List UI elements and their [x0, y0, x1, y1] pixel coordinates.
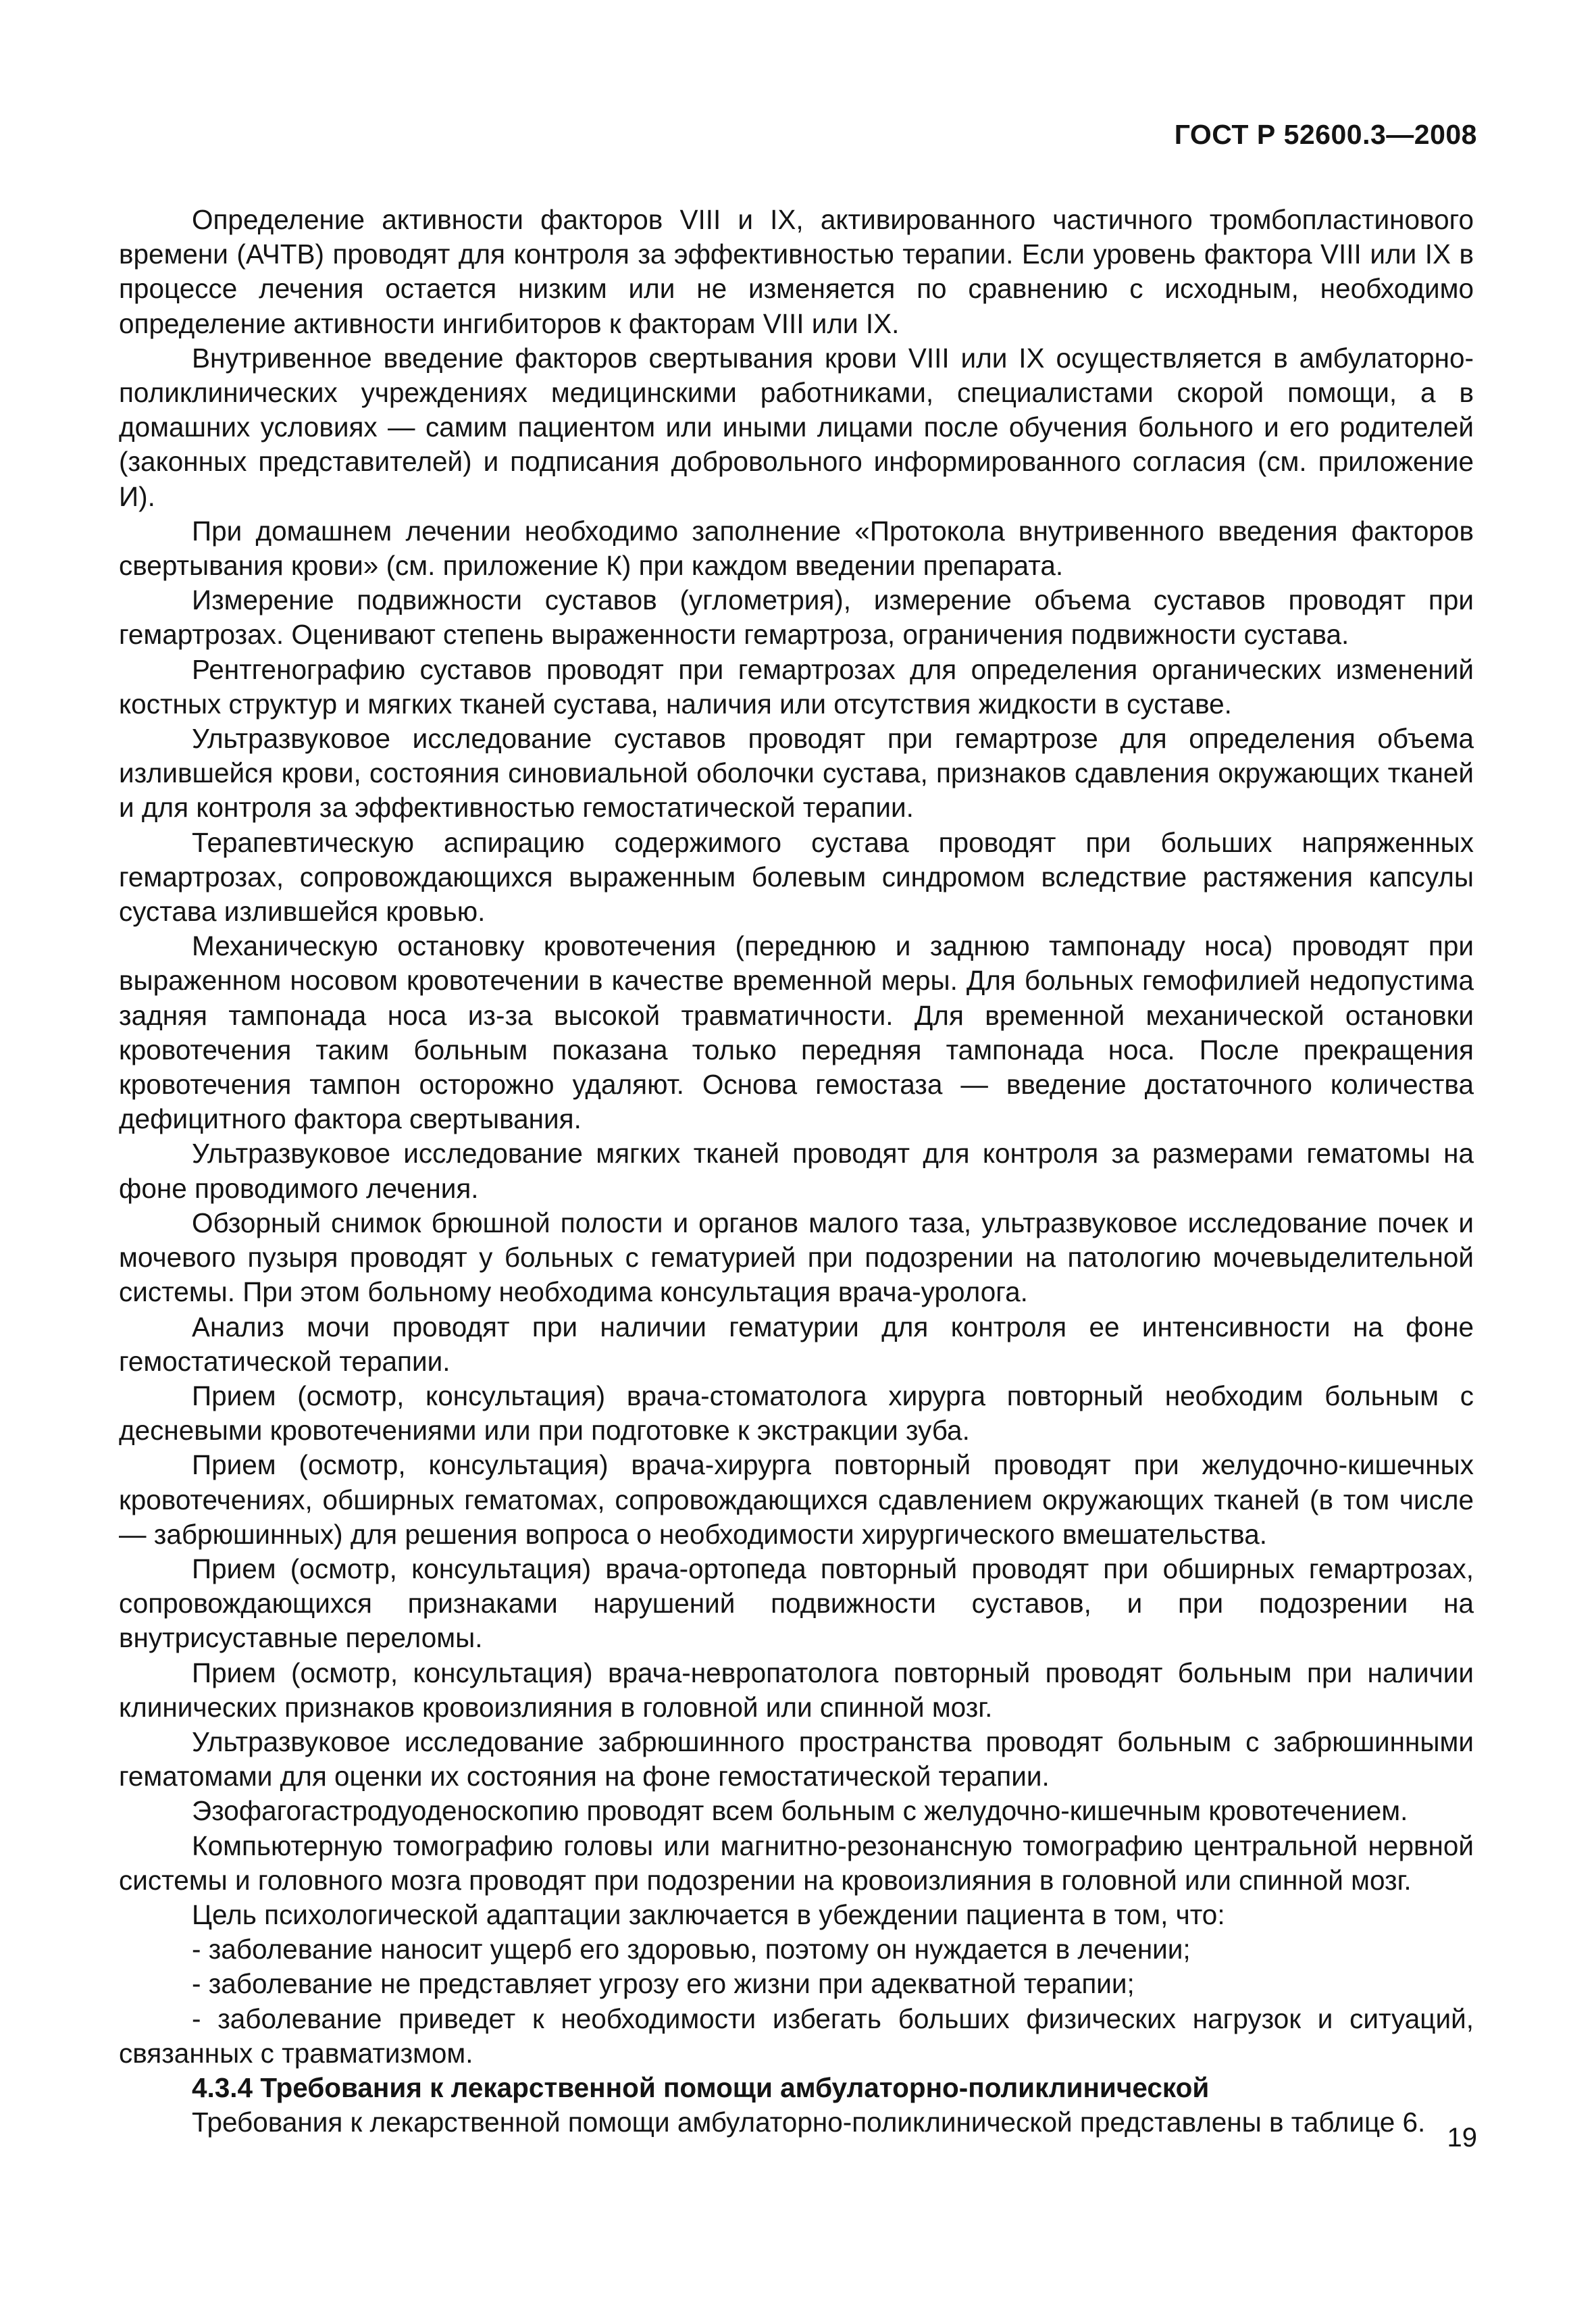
paragraph: Прием (осмотр, консультация) врача-невропатолога повторный проводят больным при наличии клинических признаков кровоизлияния в головной или спинной мозг. [119, 1657, 1474, 1723]
paragraph: Измерение подвижности суставов (углометрия), измерение объема суставов проводят при гемартрозах. Оценивают степень выраженности гемартроза, ограничения подвижности сустава. [119, 584, 1474, 651]
paragraph: Цель психологической адаптации заключается в убеждении пациента в том, что: [192, 1898, 1225, 1930]
document-body [119, 203, 1474, 2140]
paragraph: Рентгенографию суставов проводят при гемартрозах для определения органических изменений костных структур и мягких тканей сустава, наличия или отсутствия жидкости в суставе. [119, 653, 1474, 720]
paragraph: Эзофагогастродуоденоскопию проводят всем больным с желудочно-кишечным кровотечением. [192, 1795, 1408, 1827]
paragraph: Обзорный снимок брюшной полости и органов малого таза, ультразвуковое исследование почек и мочевого пузыря проводят у больных с гематурией при подозрении на патологию мочевыделительной системы. При этом больному необходима консультация врача-уролога. [119, 1207, 1474, 1308]
section-heading: 4.3.4 Требования к лекарственной помощи амбулаторно-поликлинической [192, 2071, 1210, 2103]
paragraph: Определение активности факторов VIII и IX, активированного частичного тромбопластинового времени (АЧТВ) проводят для контроля за эффективностью терапии. Если уровень фактора VIII или IX в процессе лечения остается низким или не изменяется по сравнению с исходным, необходимо определение активности ингибиторов к факторам VIII или IX. [119, 204, 1474, 339]
paragraph: Компьютерную томографию головы или магнитно-резонансную томографию центральной нервной системы и головного мозга проводят при подозрении на кровоизлияния в головной или спинной мозг. [119, 1830, 1474, 1896]
paragraph: Прием (осмотр, консультация) врача-ортопеда повторный проводят при обширных гемартрозах, сопровождающихся признаками нарушений подвижности суставов, и при подозрении на внутрисуставные переломы. [119, 1553, 1474, 1654]
paragraph: При домашнем лечении необходимо заполнение «Протокола внутривенного введения факторов свертывания крови» (см. приложение К) при каждом введении препарата. [119, 515, 1474, 582]
paragraph: Прием (осмотр, консультация) врача-хирурга повторный проводят при желудочно-кишечных кровотечениях, обширных гематомах, сопровождающихся сдавлением окружающих тканей (в том числе — забрюшинных) для решения вопроса о необходимости хирургического вмешательства. [119, 1449, 1474, 1550]
paragraph: Ультразвуковое исследование мягких тканей проводят для контроля за размерами гематомы на фоне проводимого лечения. [119, 1138, 1474, 1204]
paragraph: Ультразвуковое исследование забрюшинного пространства проводят больным с забрюшинными гематомами для оценки их состояния на фоне гемостатической терапии. [119, 1726, 1474, 1792]
paragraph: Внутривенное введение факторов свертывания крови VIII или IX осуществляется в амбулаторно-поликлинических учреждениях медицинскими работниками, специалистами скорой помощи, а в домашних условиях — самим пациентом или иными лицами после обучения больного и его родителей (законных представителей) и подписания добровольного информированного согласия (см. приложение И). [119, 342, 1474, 512]
paragraph: Анализ мочи проводят при наличии гематурии для контроля ее интенсивности на фоне гемостатической терапии. [119, 1311, 1474, 1377]
paragraph: Ультразвуковое исследование суставов проводят при гемартрозе для определения объема излившейся крови, состояния синовиальной оболочки сустава, признаков сдавления окружающих тканей и для контроля за эффективностью гемостатической терапии. [119, 723, 1474, 824]
paragraph: Прием (осмотр, консультация) врача-стоматолога хирурга повторный необходим больным с десневыми кровотечениями или при подготовке к экстракции зуба. [119, 1380, 1474, 1447]
list-item: - заболевание наносит ущерб его здоровью, поэтому он нуждается в лечении; [192, 1934, 1191, 1965]
paragraph: Механическую остановку кровотечения (переднюю и заднюю тампонаду носа) проводят при выраженном носовом кровотечении в качестве временной меры. Для больных гемофилией недопустима задняя тампонада носа из-за высокой травматичности. Для временной механической остановки кровотечения таким больным показана только передняя тампонада носа. После прекращения кровотечения тампон осторожно удаляют. Основа гемостаза — введение достаточного количества дефицитного фактора свертывания. [119, 930, 1474, 1135]
paragraph: Терапевтическую аспирацию содержимого сустава проводят при больших напряженных гемартрозах, сопровождающихся выраженным болевым синдромом вследствие растяжения капсулы сустава излившейся кровью. [119, 826, 1474, 928]
section-paragraph: Требования к лекарственной помощи амбулаторно-поликлинической представлены в таблице 6. [192, 2107, 1426, 2138]
list-item: - заболевание не представляет угрозу его жизни при адекватной терапии; [192, 1968, 1135, 2000]
page-number: 19 [1447, 2123, 1477, 2153]
list-item: - заболевание приведет к необходимости избегать больших физических нагрузок и ситуаций, связанных с травматизмом. [119, 2003, 1474, 2069]
document-code-header: ГОСТ Р 52600.3—2008 [1174, 119, 1477, 150]
